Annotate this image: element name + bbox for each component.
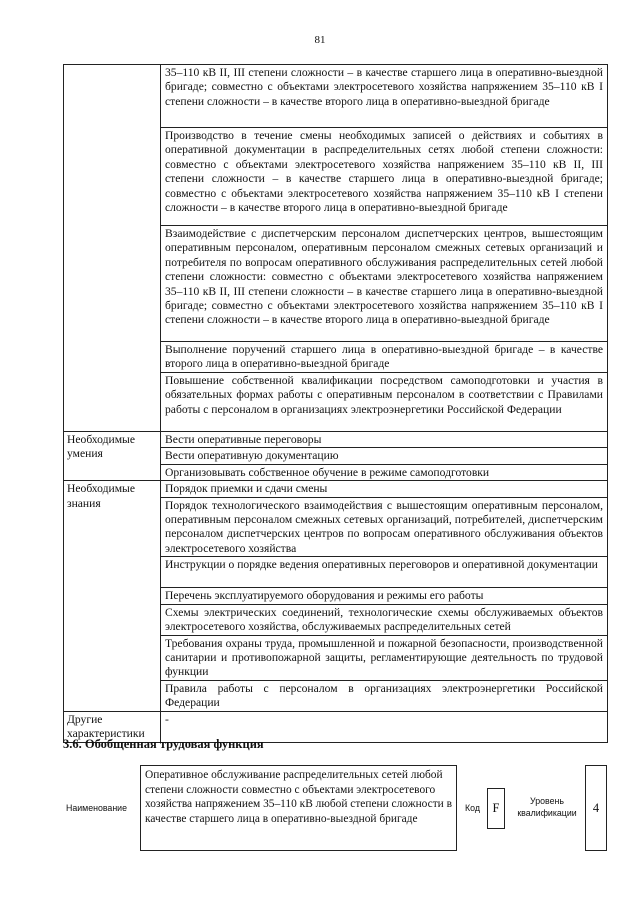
cell-text: Инструкции о порядке ведения оперативных переговоров и оперативной документации <box>161 557 608 588</box>
cell-text: Перечень эксплуатируемого оборудования и режимы его работы <box>161 588 608 604</box>
cell-text: Порядок приемки и сдачи смены <box>161 481 608 497</box>
section-title: 3.6. Обобщенная трудовая функция <box>63 737 264 751</box>
cell-text: Взаимодействие с диспетчерским персоналом диспетчерских центров, вышестоящим оперативным персоналом, оперативным персоналом смежных сетевых организаций и потребителя по вопросам оперативного обслуживания распределительных сетей любой степени сложности: совместно с объектами электросетевого хозяйства напряжением 35–110 кВ II, III степени сложности – в качестве старшего лица в оперативно-выездной бригаде; совместно с объектами электросетевого хозяйства напряжением 35–110 кВ I степени сложности – в качестве второго лица в оперативно-выездной бригаде <box>161 226 608 342</box>
cell-text: Организовывать собственное обучение в режиме самоподготовки <box>161 464 608 480</box>
level-label: Уровень квалификации <box>517 796 577 818</box>
row-label-other: Другие характеристики <box>64 711 161 742</box>
table-row <box>64 432 608 448</box>
cell-text: Схемы электрических соединений, технологические схемы обслуживаемых объектов электросетевого хозяйства, обслуживаемых распределительных сетей <box>161 604 608 635</box>
name-label: Наименование <box>66 803 127 813</box>
cell-text: 35–110 кВ II, III степени сложности – в качестве старшего лица в оперативно-выездной бригаде; совместно с объектами электросетевого хозяйства напряжением 35–110 кВ I степени сложности – в качестве второго лица в оперативно-выездной бригаде <box>161 65 608 128</box>
cell-text: Вести оперативные переговоры <box>161 432 608 448</box>
code-value-box: F <box>487 788 505 829</box>
row-label-skills: Необходимые умения <box>64 432 161 481</box>
cell-text: Правила работы с персоналом в организациях электроэнергетики Российской Федерации <box>161 680 608 711</box>
cell-text: Вести оперативную документацию <box>161 448 608 464</box>
cell-text: Производство в течение смены необходимых записей о действиях и событиях в оперативной документации в распределительных сетях любой степени сложности: совместно с объектами электросетевого хозяйства напряжением 35–110 кВ II, III степени сложности – в качестве старшего лица в оперативно-выездной бригаде; совместно с объектами электросетевого хозяйства напряжением 35–110 кВ I степени сложности – в качестве второго лица в оперативно-выездной бригаде <box>161 128 608 226</box>
row-label-empty <box>64 65 161 432</box>
level-value-box: 4 <box>585 765 607 851</box>
cell-text: Требования охраны труда, промышленной и пожарной безопасности, производственной санитарии и противопожарной защиты, регламентирующие деятельность по трудовой функции <box>161 635 608 680</box>
name-value-box: Оперативное обслуживание распределительных сетей любой степени сложности совместно с объектами электросетевого хозяйства напряжением 35–110 кВ любой степени сложности в качестве старшего лица в оперативно-выездной бригаде <box>140 765 457 851</box>
page-number: 81 <box>314 34 326 46</box>
cell-text: Порядок технологического взаимодействия с вышестоящим оперативным персоналом, оперативным персоналом смежных сетевых организаций, потребителей, диспетчерским персоналом диспетчерских центров по вопросам оперативного обслуживания объектов электросетевого хозяйства <box>161 497 608 557</box>
labor-function-table <box>63 64 608 743</box>
cell-text: Выполнение поручений старшего лица в оперативно-выездной бригаде – в качестве второго лица в оперативно-выездной бригаде <box>161 342 608 373</box>
row-label-knowledge: Необходимые знания <box>64 481 161 712</box>
cell-text: - <box>161 711 608 742</box>
table-row <box>64 481 608 497</box>
code-label: Код <box>465 803 480 813</box>
table-row <box>64 65 608 128</box>
cell-text: Повышение собственной квалификации посредством самоподготовки и участия в обязательных формах работы с оперативным персоналом в соответствии с Правилами работы с персоналом в организациях электроэнергетики Российской Федерации <box>161 373 608 432</box>
